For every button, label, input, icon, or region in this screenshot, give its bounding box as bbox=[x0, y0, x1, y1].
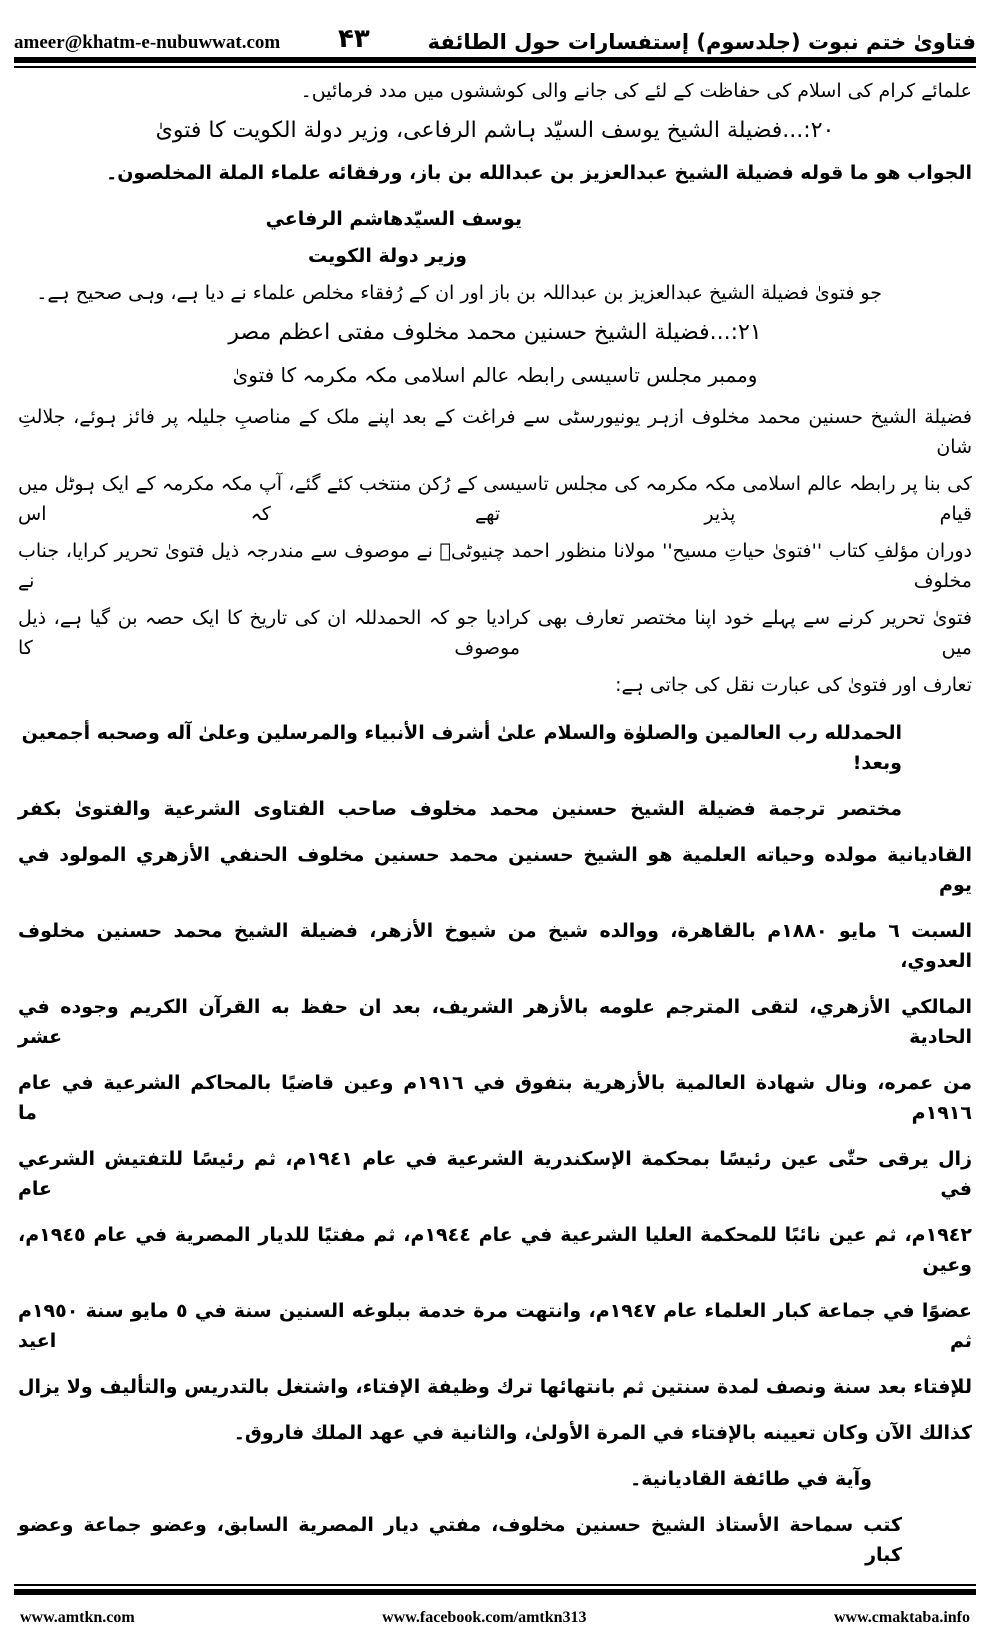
heading-21-subtitle: وممبر مجلس تاسیسی رابطہ عالم اسلامی مکہ مکرمہ کا فتویٰ bbox=[232, 363, 758, 387]
intro-line: علمائے کرام کی اسلام کی حفاظت کے لئے کی جانے والی کوششوں میں مدد فرمائیں۔ bbox=[300, 80, 972, 102]
signature-title: وزير دولة الكويت bbox=[307, 245, 467, 267]
arabic-paragraph-line: كذالك الآن وكان تعيينه بالإفتاء في المرة الأولىٰ، والثانية في عهد الملك فاروق۔ bbox=[233, 1422, 972, 1444]
signature-name: يوسف السيّدهاشم الرفاعي bbox=[265, 208, 522, 230]
footer-link-facebook[interactable]: www.facebook.com/amtkn313 bbox=[382, 1609, 587, 1626]
heading-20: ۲۰:...فضیلة الشیخ یوسف السیّد ہاشم الرفاعی، وزیر دولة الکویت کا فتویٰ bbox=[155, 118, 835, 143]
arabic-paragraph-line: مختصر ترجمة فضيلة الشيخ حسنين محمد مخلوف صاحب الفتاوى الشرعية والفتوىٰ بكفر bbox=[18, 798, 902, 820]
page-footer bbox=[14, 1595, 976, 1637]
urdu-paragraph-line: فتویٰ تحریر کرنے سے پہلے خود اپنا مختصر تعارف بھی کرادیا جو کہ الحمدللہ ان کی تاریخ کا ایک حصہ بن گیا ہے، ذیل میں موصوف کا bbox=[18, 607, 972, 659]
urdu-paragraph-line: تعارف اور فتویٰ کی عبارت نقل کی جاتی ہے: bbox=[615, 674, 972, 696]
heading-21: ۲۱:...فضیلة الشیخ حسنین محمد مخلوف مفتی اعظم مصر bbox=[228, 320, 762, 345]
answer-arabic: الجواب هو ما قوله فضيلة الشيخ عبدالعزيز بن عبدالله بن باز، ورفقائه علماء الملة المخلصون۔ bbox=[106, 162, 972, 184]
page-content bbox=[14, 68, 976, 1584]
translation-line: جو فتویٰ فضیلة الشیخ عبدالعزیز بن عبداللہ بن باز اور ان کے رُفقاء مخلص علماء نے دیا ہے، وہی صحیح ہے۔ bbox=[36, 282, 882, 304]
arabic-paragraph-line: ١٩٤٢م، ثم عين نائبًا للمحكمة العليا الشرعية في عام ١٩٤٤م، ثم مفتيًا للديار المصرية في عام ١٩٤٥م، وعين bbox=[18, 1224, 972, 1276]
page-number: ۴۳ bbox=[338, 24, 370, 54]
footer-link-amtkn[interactable]: www.amtkn.com bbox=[20, 1609, 135, 1626]
last-line: كتب سماحة الأستاذ الشيخ حسنين مخلوف، مفتي ديار المصرية السابق، وعضو جماعة وعضو كبار bbox=[18, 1514, 902, 1566]
arabic-paragraph-line: من عمره، ونال شهادة العالمية بالأزهرية بتفوق في ١٩١٦م وعين قاضيًا بالمحاكم الشرعية في عام ١٩١٦م ما bbox=[18, 1072, 972, 1124]
page-header bbox=[14, 10, 976, 54]
header-email: ameer@khatm-e-nubuwwat.com bbox=[14, 32, 281, 53]
aya-line: وآية في طائفة القاديانية۔ bbox=[630, 1468, 872, 1490]
hamd-line: الحمدلله رب العالمين والصلوٰة والسلام علىٰ أشرف الأنبياء والمرسلين وعلىٰ آله وصحبه أجمعين وبعد! bbox=[21, 722, 902, 774]
book-title: فتاویٰ ختم نبوت (جلدسوم) إستفسارات حول الطائفة bbox=[427, 30, 976, 54]
urdu-paragraph-line: کی بنا پر رابطہ عالم اسلامی مکہ مکرمہ کی مجلس تاسیسی کے رُکن منتخب کئے گئے، آپ مکہ مکرمہ کے ایک ہوٹل میں قیام پذیر تھے کہ اس bbox=[18, 473, 972, 525]
arabic-paragraph-line: المالكي الأزهري، لتقى المترجم علومه بالأزهر الشريف، بعد ان حفظ به القرآن الكريم وجوده في الحادية عشر bbox=[18, 996, 972, 1048]
arabic-paragraph-line: السبت ٦ مايو ١٨٨٠م بالقاهرة، ووالده شيخ من شيوخ الأزهر، فضيلة الشيخ محمد حسنين مخلوف العدوي، bbox=[18, 920, 972, 972]
arabic-paragraph-line: القاديانية مولده وحياته العلمية هو الشيخ حسنين محمد حسنين مخلوف الحنفي الأزهري المولود في يوم bbox=[18, 844, 972, 896]
arabic-paragraph-line: زال يرقى حتّٰى عين رئيسًا بمحكمة الإسكندرية الشرعية في عام ١٩٤١م، ثم رئيسًا للتفتيش الشرعي في عام bbox=[18, 1148, 973, 1200]
arabic-paragraph-line: للإفتاء بعد سنة ونصف لمدة سنتين ثم بانتهائها ترك وظيفة الإفتاء، واشتغل بالتدريس والتأليف ولا يزال bbox=[18, 1376, 972, 1398]
urdu-paragraph-line: دوران مؤلفِ کتاب ''فتویٰ حیاتِ مسیح'' مولانا منظور احمد چنیوٹیؒ نے موصوف سے مندرجہ ذیل فتویٰ تحریر کرایا، جناب مخلوف نے bbox=[18, 540, 972, 592]
footer-link-cmaktaba[interactable]: www.cmaktaba.info bbox=[833, 1609, 970, 1626]
urdu-paragraph-line: فضیلة الشیخ حسنین محمد مخلوف ازہر یونیورسٹی سے فراغت کے بعد اپنے ملک کے مناصبِ جلیلہ پر فائز ہوئے، جلالتِ شان bbox=[18, 406, 972, 458]
arabic-paragraph-line: عضوًا في جماعة كبار العلماء عام ١٩٤٧م، وانتهت مرة خدمة ببلوغه السنين سنة في ٥ مايو سنة ١٩٥٠م ثم اعيد bbox=[18, 1300, 972, 1352]
